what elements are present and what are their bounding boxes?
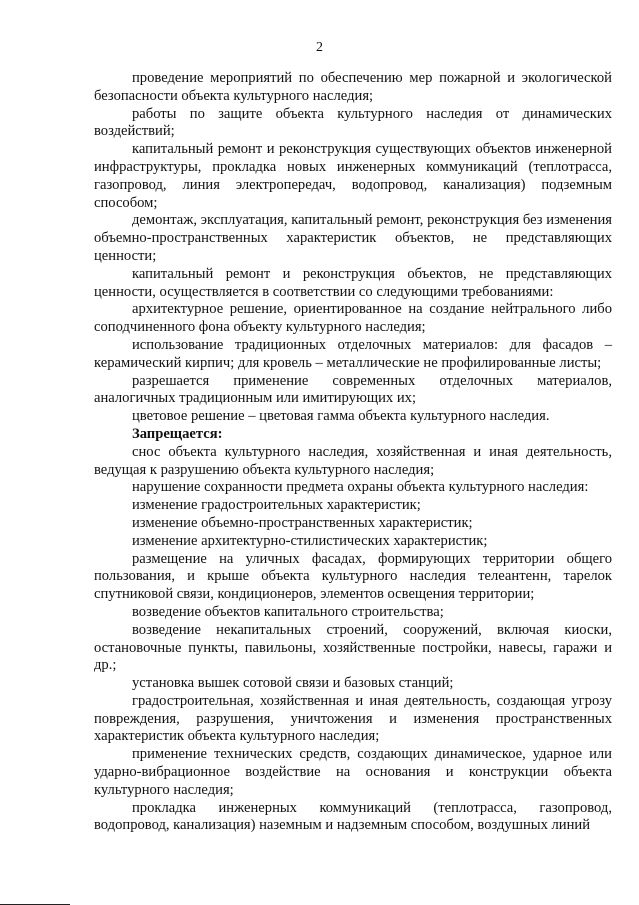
paragraph: нарушение сохранности предмета охраны объекта культурного наследия: bbox=[132, 479, 589, 496]
paragraph: снос объекта культурного наследия, хозяйственная и иная деятельность, ведущая к разрушению объекта культурного наследия; bbox=[94, 443, 612, 478]
paragraph: изменение объемно-пространственных характеристик; bbox=[132, 514, 473, 531]
paragraph: установка вышек сотовой связи и базовых станций; bbox=[132, 675, 454, 692]
paragraph: изменение архитектурно-стилистических характеристик; bbox=[132, 532, 488, 549]
paragraph: работы по защите объекта культурного наследия от динамических воздействий; bbox=[94, 105, 612, 140]
paragraph: архитектурное решение, ориентированное на создание нейтрального либо соподчиненного фона объекту культурного наследия; bbox=[94, 301, 612, 336]
paragraph: цветовое решение – цветовая гамма объекта культурного наследия. bbox=[132, 408, 550, 425]
paragraph: применение технических средств, создающих динамическое, ударное или ударно-вибрационное воздействие на основания и конструкции объекта культурного наследия; bbox=[94, 746, 612, 798]
paragraph: капитальный ремонт и реконструкция объектов, не представляющих ценности, осуществляется в соответствии со следующими требованиями: bbox=[94, 265, 612, 300]
paragraph: возведение некапитальных строений, сооружений, включая киоски, остановочные пункты, павильоны, хозяйственные постройки, навесы, гаражи и др.; bbox=[94, 621, 612, 674]
paragraph: градостроительная, хозяйственная и иная деятельность, создающая угрозу повреждения, разрушения, уничтожения и изменения пространственных характеристик объекта культурного наследия; bbox=[94, 692, 612, 745]
paragraph: разрешается применение современных отделочных материалов, аналогичных традиционным или имитирующих их; bbox=[94, 372, 612, 407]
paragraph: прокладка инженерных коммуникаций (теплотрасса, газопровод, водопровод, канализация) наземным и надземным способом, воздушных линий bbox=[94, 799, 612, 834]
paragraph: проведение мероприятий по обеспечению мер пожарной и экологической безопасности объекта культурного наследия; bbox=[94, 70, 612, 104]
paragraph: демонтаж, эксплуатация, капитальный ремонт, реконструкция без изменения объемно-пространственных характеристик объектов, не представляющих ценности; bbox=[94, 212, 612, 264]
page-number: 2 bbox=[316, 40, 323, 55]
paragraph: возведение объектов капитального строительства; bbox=[132, 603, 444, 620]
document-body bbox=[94, 70, 612, 835]
paragraph: использование традиционных отделочных материалов: для фасадов – керамический кирпич; для кровель – металлические не профилированные листы; bbox=[94, 336, 612, 371]
paragraph: изменение градостроительных характеристик; bbox=[132, 497, 421, 514]
section-heading: Запрещается: bbox=[132, 425, 223, 442]
paragraph: капитальный ремонт и реконструкция существующих объектов инженерной инфраструктуры, прокладка новых инженерных коммуникаций (теплотрасса, газопровод, линия электропередач, водопровод, канализация) подземным способом; bbox=[94, 141, 612, 211]
paragraph: размещение на уличных фасадах, формирующих территории общего пользования, и крыше объекта культурного наследия телеантенн, тарелок спутниковой связи, кондиционеров, элементов освещения территории; bbox=[94, 550, 612, 603]
